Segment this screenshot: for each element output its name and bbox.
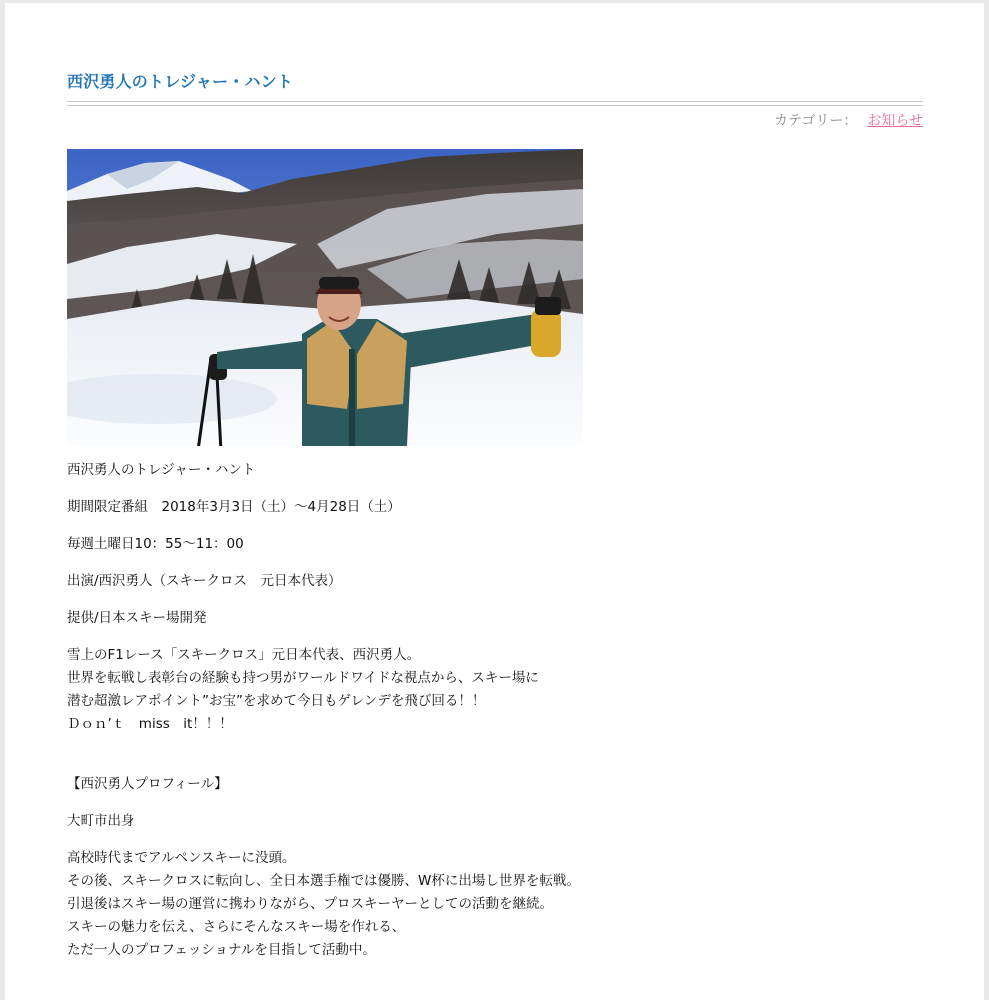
cast-info: 出演/西沢勇人（スキークロス 元日本代表） xyxy=(67,573,342,589)
description xyxy=(67,644,927,759)
broadcast-period: 期間限定番組 2018年3月3日（土）～4月28日（土） xyxy=(67,499,401,515)
profile-heading: 【西沢勇人プロフィール】 xyxy=(67,776,228,792)
broadcast-schedule: 毎週土曜日10：55～11：00 xyxy=(67,536,244,552)
blank-line xyxy=(67,736,927,759)
description-line: 世界を転戦し表彰台の経験も持つ男がワールドワイドな視点から、スキー場に xyxy=(67,670,539,686)
description-line: 雪上のF1レース「スキークロス」元日本代表、西沢勇人。 xyxy=(67,647,421,663)
description-line: Ｄｏｎ’ｔ miss it！！！ xyxy=(67,716,233,732)
bio-line: その後、スキークロスに転向し、全日本選手権では優勝、W杯に出場し世界を転戦。 xyxy=(67,873,580,889)
birthplace: 大町市出身 xyxy=(67,813,135,829)
bio-line: ただ一人のプロフェッショナルを目指して活動中。 xyxy=(67,942,376,958)
description-line: 潜む超激レアポイント”お宝”を求めて今日もゲレンデを飛び回る！！ xyxy=(67,693,486,709)
biography xyxy=(67,847,927,962)
title-divider xyxy=(67,101,923,106)
bio-line: 高校時代までアルペンスキーに没頭。 xyxy=(67,850,296,866)
bio-line: 引退後はスキー場の運営に携わりながら、プロスキーヤーとしての活動を継続。 xyxy=(67,896,553,912)
page xyxy=(5,3,984,1000)
show-name: 西沢勇人のトレジャー・ハント xyxy=(67,462,256,478)
category-label: カテゴリー： xyxy=(773,113,858,129)
post-title[interactable]: 西沢勇人のトレジャー・ハント xyxy=(67,72,294,91)
skier-photo xyxy=(67,149,583,446)
category-link[interactable]: お知らせ xyxy=(867,113,923,129)
post-category xyxy=(774,110,923,130)
post-content xyxy=(67,459,927,976)
sponsor-info: 提供/日本スキー場開発 xyxy=(67,610,207,626)
bio-line: スキーの魅力を伝え、さらにそんなスキー場を作れる、 xyxy=(67,919,406,935)
